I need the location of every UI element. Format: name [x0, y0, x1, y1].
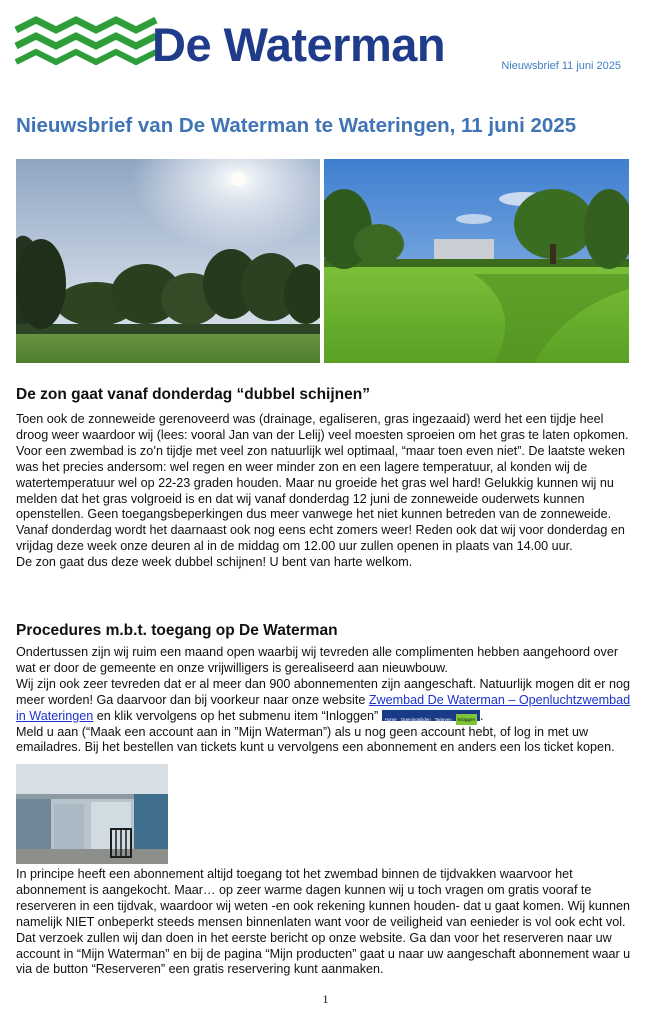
- nav-item-home: Home: [384, 716, 397, 722]
- section1-body: [16, 412, 639, 571]
- text-run: en klik vervolgens op het submenu item “Inloggen”: [93, 708, 382, 723]
- page-title: Nieuwsbrief van De Waterman te Wateringen, 11 juni 2025: [16, 114, 577, 137]
- section2-paragraph: [16, 677, 639, 725]
- section2-body-continued: [16, 867, 639, 978]
- issue-date: Nieuwsbrief 11 juni 2025: [501, 60, 621, 72]
- website-link[interactable]: Zwembad De Waterman – Openluchtzwembad in Wateringen: [16, 692, 631, 723]
- entrance-gate-photo: [16, 764, 168, 864]
- section2-paragraph: Ondertussen zijn wij ruim een maand open waarbij wij tevreden alle complimenten hebben aangehoord over wat er door de gemeente en onze vrijwilligers is gerealiseerd aan nieuwbouw.: [16, 645, 619, 675]
- section1-paragraph: Toen ook de zonneweide gerenoveerd was (drainage, egaliseren, gras ingezaaid) werd het een tijdje heel droog weer waardoor wij (lees: vooral Jan van der Lelij) veel moesten sproeien om het gras te laten opkomen. Voor een zwembad is zo’n tijdje met veel zon natuurlijk wel optimaal, “maar toen even niet”. De laatste weken was het precies andersom: wel regen en weer minder zon en een lagere temperatuur, al konden wij de watertemperatuur wel op 22-23 graden houden. Maar nu groeide het gras wel hard! Gelukkig kunnen wij nu melden dat het gras volgroeid is en dat wij vanaf donderdag 12 juni de zonneweide ouderwets kunnen openstellen. Geen toegangsbeperkingen dus meer vanwege het niet kunnen betreden van de zonneweide.: [16, 412, 629, 522]
- park-photo-sun: [16, 159, 320, 363]
- logo-text: De Waterman: [152, 18, 446, 71]
- lawn-photo: [324, 159, 629, 363]
- text-run: .: [480, 708, 484, 723]
- website-nav-screenshot: [382, 710, 480, 721]
- section2-body: [16, 645, 639, 756]
- nav-item-openingstijden: Openingstijden: [400, 716, 431, 722]
- page-number: 1: [322, 992, 329, 1006]
- section2-paragraph: In principe heeft een abonnement altijd toegang tot het zwembad binnen de tijdvakken waarvoor het abonnement is aangekocht. Maar… op zeer warme dagen kunnen wij u toch vragen om gratis vooraf te reserveren in een tijdvak, waardoor wij weten -en ook rekening kunnen houden- dat u gaat komen. Wij kunnen namelijk NIET onbeperkt steeds mensen binnenlaten want voor de veiligheid van eenieder is vol ook echt vol. Dat verzoek zullen wij dan doen in het eerste bericht op onze website. Ga dan voor het reserveren naar uw account in “Mijn Waterman” en bij de pagina “Mijn producten” gaat u naar uw aangeschaft abonnement waar u via de button “Reserveren” een gratis reservering kunt aanmaken.: [16, 867, 631, 977]
- nav-item-tarieven: Tarieven: [434, 716, 452, 722]
- section2-heading: Procedures m.b.t. toegang op De Waterman: [16, 622, 338, 639]
- section2-paragraph: Meld u aan (“Maak een account aan in ”Mijn Waterman”) als u nog geen account hebt, of log in met uw emailadres. Bij het bestellen van tickets kunt u vervolgens een abonnement en anders een los ticket kopen.: [16, 724, 615, 755]
- section1-paragraph: Vanaf donderdag wordt het daarnaast ook nog eens echt zomers weer! Reden ook dat wij voor donderdag en vrijdag deze week onze deuren al in de middag om 12.00 uur zullen openen in plaats van 14.00 uur.: [16, 523, 625, 554]
- section1-paragraph: De zon gaat dus deze week dubbel schijnen! U bent van harte welkom.: [16, 555, 413, 570]
- text-run: Wij zijn ook zeer tevreden dat er al meer dan 900 abonnementen zijn aangeschaft. Natuurlijk mogen dit er nog meer worden! Ga daarvoor dan bij voorkeur naar onze website: [16, 676, 630, 707]
- nav-item-inloggen: Inloggen: [456, 714, 477, 725]
- section1-heading: De zon gaat vanaf donderdag “dubbel schijnen”: [16, 386, 370, 403]
- waves-logo-icon: [14, 14, 159, 66]
